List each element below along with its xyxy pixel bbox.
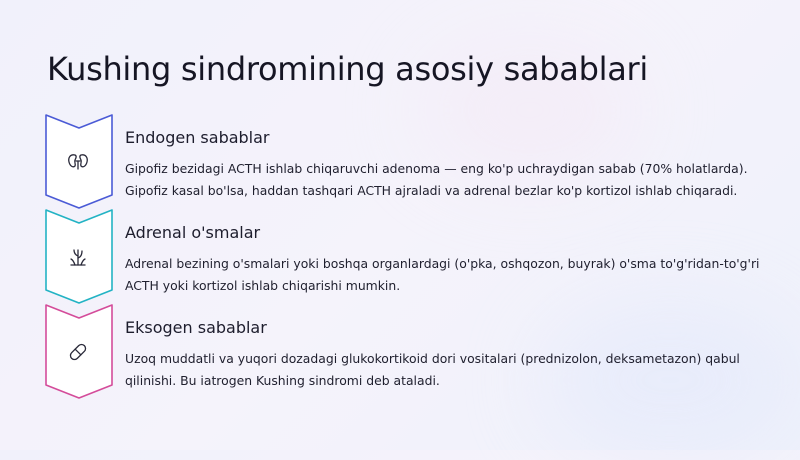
- cause-item-exogenous: [44, 303, 764, 399]
- item-description: Uzoq muddatli va yuqori dozadagi glukokortikoid dori vositalari (prednizolon, deksametazon) qabul qilinishi. Bu iatrogen Kushing sindromi deb ataladi.: [125, 351, 740, 388]
- tumor-growth-icon: [65, 244, 91, 270]
- cause-item-adrenal-tumors: [44, 208, 764, 304]
- pill-icon: [65, 339, 91, 365]
- page-title: Kushing sindromining asosiy sabablari: [47, 50, 648, 88]
- item-description: Adrenal bezining o'smalari yoki boshqa organlardagi (o'pka, oshqozon, buyrak) o'sma to'g'ridan-to'g'ri ACTH yoki kortizol ishlab chiqarishi mumkin.: [125, 256, 760, 293]
- item-title: Endogen sabablar: [125, 128, 270, 147]
- item-title: Eksogen sabablar: [125, 318, 267, 337]
- item-description: Gipofiz bezidagi ACTH ishlab chiqaruvchi adenoma — eng ko'p uchraydigan sabab (70% holatlarda). Gipofiz kasal bo'lsa, haddan tashqari ACTH ajraladi va adrenal bezlar ko'p kortizol ishlab chiqaradi.: [125, 161, 748, 198]
- kidneys-icon: [65, 149, 91, 175]
- cause-item-endogenous: [44, 113, 764, 209]
- item-title: Adrenal o'smalar: [125, 223, 261, 242]
